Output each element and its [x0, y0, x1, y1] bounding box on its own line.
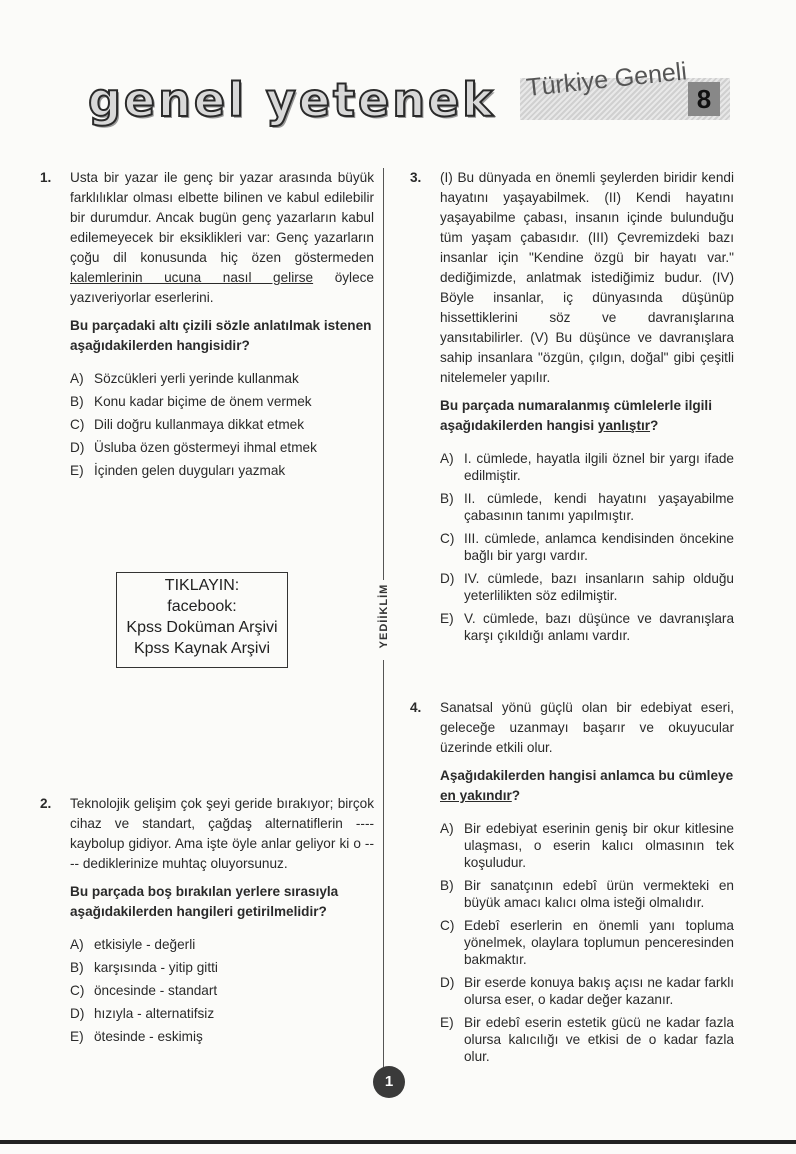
- question-1: [40, 168, 374, 485]
- option-a[interactable]: A) etkisiyle - değerli: [70, 937, 196, 952]
- booklet-number: 8: [688, 82, 720, 116]
- side-brand: YEDİİKLİM: [372, 580, 394, 660]
- question-2: [40, 794, 374, 1051]
- option-c[interactable]: C) Edebî eserlerin en önemli yanı topluma yönelmek, olaylara toplumun penceresinden bakmaktır.: [440, 918, 734, 967]
- option-d[interactable]: D) IV. cümlede, bazı insanların sahip olduğu yeterlilikten söz edilmiştir.: [440, 571, 734, 603]
- underlined-phrase: kalemlerinin ucuna nasıl gelirse: [70, 270, 314, 285]
- options-list: [70, 370, 374, 479]
- question-stem: Bu parçadaki altı çizili sözle anlatılmak istenen aşağıdakilerden hangisidir?: [70, 318, 372, 353]
- question-stem: Bu parçada boş bırakılan yerlere sırasıyla aşağıdakilerden hangileri getirilmelidir?: [70, 884, 339, 919]
- ad-line: Kpss Doküman Arşivi: [126, 619, 278, 636]
- options-list: [440, 450, 734, 644]
- option-b[interactable]: B) Konu kadar biçime de önem vermek: [70, 394, 312, 409]
- option-d[interactable]: D) Bir eserde konuya bakış açısı ne kadar farklı olursa eser, o kadar değer kazanır.: [440, 975, 734, 1007]
- question-number: 3.: [410, 170, 422, 185]
- question-4: [410, 698, 734, 1071]
- options-list: [70, 936, 374, 1045]
- option-c[interactable]: C) öncesinde - standart: [70, 983, 218, 998]
- option-b[interactable]: B) Bir sanatçının edebî ürün vermekteki en büyük amacı kalıcı olma isteği olmalıdır.: [440, 878, 734, 910]
- ad-line: Kpss Kaynak Arşivi: [133, 640, 271, 657]
- question-text: (I) Bu dünyada en önemli şeylerden biridir kendi hayatını yaşayabilmek. (II) Kendi hayatını yaşayabilme çabası, insanın içinde bulunduğu tüm yaşam çabasıdır. (III) Çevremizdeki bazı insanlar için "Kendine özgü bir hayatı var." dediğimizde, anlatmak istediğimiz budur. (IV) Böyle insanlar, iç dünyasında düşünüp hissettiklerini söz ve davranışlarına yansıtabilirler. (V) Bu düşünce ve davranışlara sahip insanlara "özgün, çılgın, doğal" gibi çeşitli nitelemeler yapılır.: [440, 170, 734, 385]
- option-e[interactable]: E) V. cümlede, bazı düşünce ve davranışlara karşı çıkıldığı anlamı vardır.: [440, 611, 734, 643]
- question-stem: Aşağıdakilerden hangisi anlamca bu cümleye en yakındır?: [440, 768, 734, 803]
- bottom-rule: [0, 1140, 796, 1144]
- options-list: [440, 820, 734, 1065]
- option-a[interactable]: A) Bir edebiyat eserinin geniş bir okur kitlesine ulaşması, o eserin kalıcı olmasının tek koşuludur.: [440, 821, 734, 870]
- question-stem: Bu parçada numaralanmış cümlelerle ilgili aşağıdakilerden hangisi yanlıştır?: [440, 398, 712, 433]
- option-d[interactable]: D) hızıyla - alternatifsiz: [70, 1006, 215, 1021]
- question-number: 4.: [410, 700, 422, 715]
- question-text: Sanatsal yönü güçlü olan bir edebiyat eseri, geleceğe uzanmayı başarır ve okuyucular üzerinde etkili olur.: [440, 700, 734, 755]
- logo: genel yetenek: [88, 73, 496, 127]
- question-number: 1.: [40, 170, 52, 185]
- question-number: 2.: [40, 796, 52, 811]
- option-e[interactable]: E) İçinden gelen duyguları yazmak: [70, 463, 286, 478]
- page-number: 1: [373, 1066, 405, 1098]
- option-c[interactable]: C) III. cümlede, anlamca kendisinden öncekine bağlı bir yargı vardır.: [440, 531, 734, 563]
- option-b[interactable]: B) II. cümlede, kendi hayatını yaşayabilme çabasının tanımı yapılmıştır.: [440, 491, 734, 523]
- question-3: [410, 168, 734, 650]
- option-c[interactable]: C) Dili doğru kullanmaya dikkat etmek: [70, 417, 305, 432]
- ad-line: TIKLAYIN:: [164, 577, 240, 594]
- option-e[interactable]: E) Bir edebî eserin estetik gücü ne kadar fazla olursa kalıcılığı ve etkisi de o kadar fazla olur.: [440, 1015, 734, 1064]
- region-label: Türkiye Geneli: [524, 57, 689, 103]
- option-e[interactable]: E) ötesinde - eskimiş: [70, 1029, 203, 1044]
- option-b[interactable]: B) karşısında - yitip gitti: [70, 960, 218, 975]
- underlined-word: yanlıştır: [597, 418, 651, 433]
- ad-line: facebook:: [167, 598, 237, 615]
- option-a[interactable]: A) Sözcükleri yerli yerinde kullanmak: [70, 371, 299, 386]
- question-text: Teknolojik gelişim çok şeyi geride bırakıyor; birçok cihaz ve standart, çağdaş alternatiflerin ---- kaybolup gidiyor. Ama işte öyle anlar geliyor ki o ---- dediklerinize muhtaç oluyorsunuz.: [70, 796, 374, 871]
- option-a[interactable]: A) I. cümlede, hayatla ilgili öznel bir yargı ifade edilmiştir.: [440, 451, 734, 483]
- question-text: Usta bir yazar ile genç bir yazar arasında büyük farklılıklar olması elbette bilinen ve kabul edilebilir bir durumdur. Ancak bugün genç yazarların kabul edilemeyecek bir eksiklikleri var: Genç yazarların çoğu dil konusunda hiç özen göstermeden kalemlerinin ucuna nasıl gelirse öylece yazıveriyorlar eserlerini.: [70, 170, 374, 305]
- option-d[interactable]: D) Üsluba özen göstermeyi ihmal etmek: [70, 440, 317, 455]
- ad-box[interactable]: [116, 572, 288, 668]
- underlined-word: en yakındır: [440, 788, 512, 803]
